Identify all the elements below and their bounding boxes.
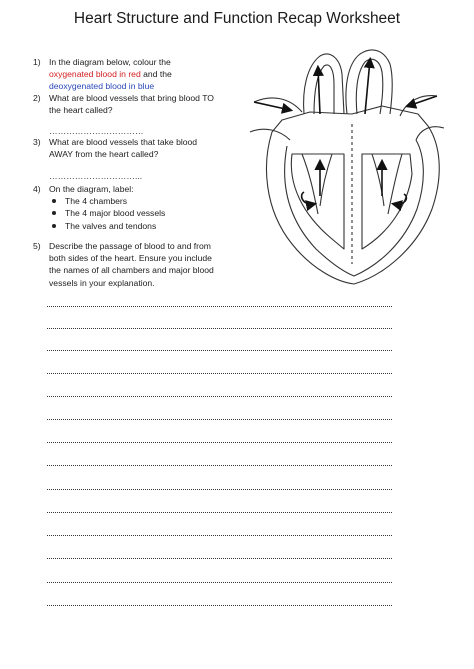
writing-line[interactable]	[47, 442, 392, 443]
question-4-number: 4)	[33, 184, 41, 194]
question-1	[33, 56, 233, 96]
writing-line[interactable]	[47, 396, 392, 397]
question-5-line2: both sides of the heart. Ensure you include	[49, 253, 212, 264]
question-2-number: 2)	[33, 93, 41, 103]
writing-line[interactable]	[47, 605, 392, 606]
question-5-line1: Describe the passage of blood to and from	[49, 241, 211, 251]
worksheet-title: Heart Structure and Function Recap Worksheet	[73, 10, 401, 27]
question-3-line1: What are blood vessels that take blood	[49, 137, 198, 147]
question-3-answer-line[interactable]: …………………………...	[49, 171, 143, 181]
writing-line[interactable]	[47, 350, 392, 351]
question-3-number: 3)	[33, 137, 41, 147]
question-2-line2: the heart called?	[49, 105, 113, 116]
writing-line[interactable]	[47, 558, 392, 559]
heart-outline	[267, 106, 440, 284]
question-5-line3: the names of all chambers and major blood	[49, 265, 214, 276]
question-2-line1: What are blood vessels that bring blood TO	[49, 93, 214, 103]
label-item-vessels: The 4 major blood vessels	[49, 207, 165, 219]
question-1-line1: In the diagram below, colour the	[49, 57, 171, 67]
writing-line[interactable]	[47, 489, 392, 490]
arrow-into-left	[254, 102, 290, 110]
question-5	[33, 240, 253, 290]
writing-line[interactable]	[47, 535, 392, 536]
writing-line[interactable]	[47, 465, 392, 466]
question-1-mid: and the	[140, 69, 172, 80]
arrow-curve-right	[394, 194, 406, 204]
heart-diagram-icon[interactable]	[232, 44, 456, 288]
label-item-valves: The valves and tendons	[49, 220, 165, 232]
pulmonary-artery	[304, 54, 344, 114]
question-5-number: 5)	[33, 241, 41, 251]
arrow-aorta-up	[365, 60, 370, 114]
question-5-line4: vessels in your explanation.	[49, 277, 155, 288]
label-item-chambers: The 4 chambers	[49, 195, 165, 207]
writing-line[interactable]	[47, 373, 392, 374]
question-4-line1: On the diagram, label:	[49, 184, 134, 194]
question-4	[33, 183, 243, 233]
label-list	[49, 195, 165, 232]
arrow-pulmonary-up	[318, 68, 320, 114]
vena-cava	[254, 98, 302, 112]
writing-line[interactable]	[47, 306, 392, 307]
writing-line[interactable]	[47, 582, 392, 583]
deoxygenated-blue-text: deoxygenated blood in blue	[49, 81, 155, 92]
writing-line[interactable]	[47, 512, 392, 513]
question-1-number: 1)	[33, 57, 41, 67]
question-2-answer-line[interactable]: ……………………………	[49, 126, 144, 136]
question-3-line2: AWAY from the heart called?	[49, 149, 159, 160]
writing-line[interactable]	[47, 419, 392, 420]
oxygenated-red-text: oxygenated blood in red	[49, 69, 141, 80]
writing-line[interactable]	[47, 328, 392, 329]
arrow-curve-left	[302, 192, 314, 204]
